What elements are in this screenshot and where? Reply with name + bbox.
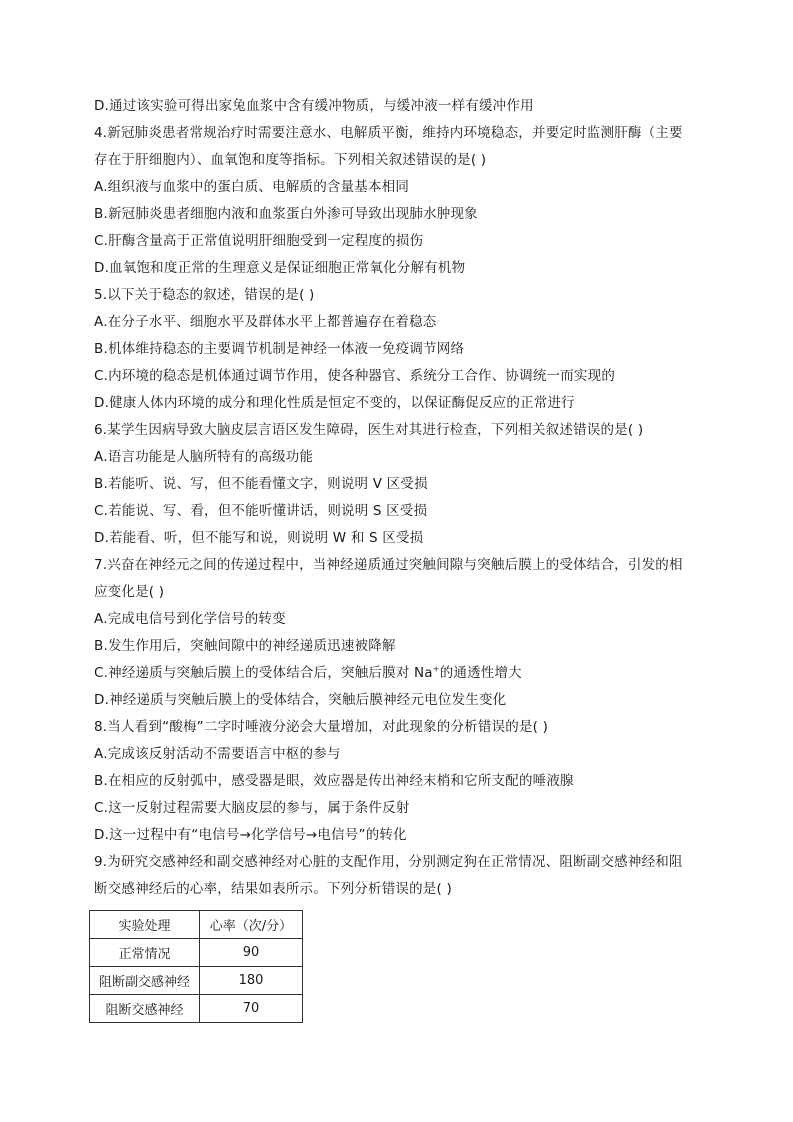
option-c xyxy=(94,660,704,687)
table-cell: 70 xyxy=(200,995,303,1023)
text-line: D.通过该实验可得出家兔血浆中含有缓冲物质，与缓冲液一样有缓冲作用 xyxy=(94,98,534,114)
option-d: D.健康人体内环境的成分和理化性质是恒定不变的，以保证酶促反应的正常进行 xyxy=(94,395,575,411)
table-cell: 阻断副交感神经 xyxy=(90,967,200,995)
option-d: D.若能看、听，但不能写和说，则说明 W 和 S 区受损 xyxy=(94,530,424,546)
option-c-text: C.神经递质与突触后膜上的受体结合后，突触后膜对 Na xyxy=(94,665,433,681)
table-header-row xyxy=(90,911,303,939)
option-c: C.若能说、写、看，但不能听懂讲话，则说明 S 区受损 xyxy=(94,503,428,519)
option-c-tail: 的通透性增大 xyxy=(439,665,522,681)
table-row xyxy=(90,967,303,995)
question-9-stem: 9.为研究交感神经和副交感神经对心脏的支配作用，分别测定狗在正常情况、阻断副交感神经和阻 xyxy=(94,854,683,870)
question-8-stem: 8.当人看到“酸梅”二字时唾液分泌会大量增加，对此现象的分析错误的是( ) xyxy=(94,719,549,735)
heart-rate-table xyxy=(89,910,303,1023)
option-b: B.发生作用后，突触间隙中的神经递质迅速被降解 xyxy=(94,638,396,654)
question-9-stem-cont: 断交感神经后的心率，结果如表所示。下列分析错误的是( ) xyxy=(94,881,452,897)
table-header-cell: 心率（次/分） xyxy=(200,911,303,939)
table-cell: 180 xyxy=(200,967,303,995)
superscript-plus: + xyxy=(432,664,440,674)
option-a: A.在分子水平、细胞水平及群体水平上都普遍存在着稳态 xyxy=(94,314,437,330)
question-7-stem: 7.兴奋在神经元之间的传递过程中，当神经递质通过突触间隙与突触后膜上的受体结合，引发的相 xyxy=(94,557,683,573)
question-4-stem: 4.新冠肺炎患者常规治疗时需要注意水、电解质平衡，维持内环境稳态，并要定时监测肝酶（主要 xyxy=(94,125,683,141)
option-b: B.在相应的反射弧中，感受器是眼，效应器是传出神经末梢和它所支配的唾液腺 xyxy=(94,773,574,789)
table-cell: 阻断交感神经 xyxy=(90,995,200,1023)
question-4-stem-cont: 存在于肝细胞内）、血氧饱和度等指标。下列相关叙述错误的是( ) xyxy=(94,152,487,168)
question-text xyxy=(94,93,704,903)
option-d: D.血氧饱和度正常的生理意义是保证细胞正常氧化分解有机物 xyxy=(94,260,466,276)
option-b: B.若能听、说、写，但不能看懂文字，则说明 V 区受损 xyxy=(94,476,428,492)
option-c: C.肝酶含量高于正常值说明肝细胞受到一定程度的损伤 xyxy=(94,233,424,249)
option-c: C.这一反射过程需要大脑皮层的参与，属于条件反射 xyxy=(94,800,410,816)
option-d: D.这一过程中有“电信号→化学信号→电信号”的转化 xyxy=(94,827,407,843)
option-c: C.内环境的稳态是机体通过调节作用，使各种器官、系统分工合作、协调统一而实现的 xyxy=(94,368,616,384)
option-b: B.机体维持稳态的主要调节机制是神经一体液一免疫调节网络 xyxy=(94,341,465,357)
table-cell: 90 xyxy=(200,939,303,967)
question-5-stem: 5.以下关于稳态的叙述，错误的是( ) xyxy=(94,287,315,303)
option-a: A.完成该反射活动不需要语言中枢的参与 xyxy=(94,746,341,762)
option-a: A.组织液与血浆中的蛋白质、电解质的含量基本相同 xyxy=(94,179,410,195)
option-d: D.神经递质与突触后膜上的受体结合，突触后膜神经元电位发生变化 xyxy=(94,692,507,708)
table-row xyxy=(90,995,303,1023)
option-b: B.新冠肺炎患者细胞内液和血浆蛋白外渗可导致出现肺水肿现象 xyxy=(94,206,478,222)
table-row xyxy=(90,939,303,967)
table-cell: 正常情况 xyxy=(90,939,200,967)
option-a: A.完成电信号到化学信号的转变 xyxy=(94,611,286,627)
question-6-stem: 6.某学生因病导致大脑皮层言语区发生障碍，医生对其进行检查，下列相关叙述错误的是( ) xyxy=(94,422,644,438)
option-a: A.语言功能是人脑所特有的高级功能 xyxy=(94,449,314,465)
question-7-stem-cont: 应变化是( ) xyxy=(94,584,165,600)
table-header-cell: 实验处理 xyxy=(90,911,200,939)
